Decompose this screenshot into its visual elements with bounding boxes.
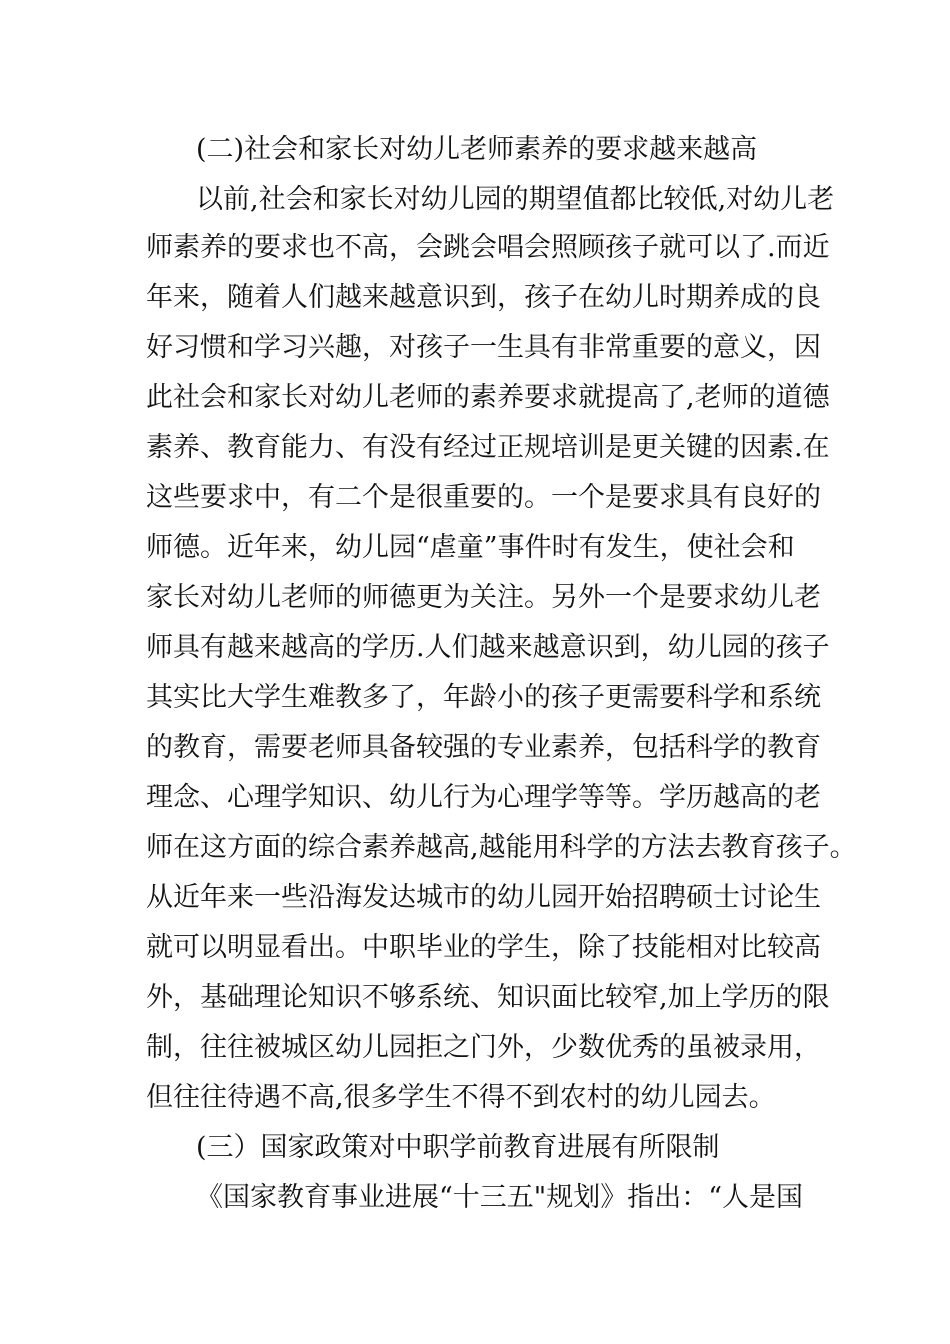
paragraph-1-line-15: 从近年来一些沿海发达城市的幼儿园开始招聘硕士讨论生: [146, 882, 821, 913]
paragraph-1-line-13: 理念、心理学知识、幼儿行为心理学等等。学历越高的老: [146, 782, 821, 813]
paragraph-1-line-10: 师具有越来越高的学历.人们越来越意识到，幼儿园的孩子: [146, 632, 830, 663]
paragraph-1-line-17: 外，基础理论知识不够系统、知识面比较窄,加上学历的限: [146, 982, 830, 1013]
paragraph-1-line-9: 家长对幼儿老师的师德更为关注。另外一个是要求幼儿老: [146, 582, 821, 613]
paragraph-1-line-16: 就可以明显看出。中职毕业的学生，除了技能相对比较高: [146, 932, 821, 963]
section-heading-3: (三）国家政策对中职学前教育进展有所限制: [196, 1132, 720, 1163]
paragraph-1-line-6: 素养、教育能力、有没有经过正规培训是更关键的因素.在: [146, 432, 830, 463]
paragraph-1-line-8: 师德。近年来，幼儿园“虐童”事件时有发生，使社会和: [146, 532, 795, 563]
paragraph-2-line-1: 《国家教育事业进展“十三五"规划》指出：“人是国: [196, 1182, 804, 1213]
paragraph-1-line-5: 此社会和家长对幼儿老师的素养要求就提高了,老师的道德: [146, 382, 830, 413]
paragraph-1-line-4: 好习惯和学习兴趣，对孩子一生具有非常重要的意义，因: [146, 332, 821, 363]
paragraph-1-line-3: 年来，随着人们越来越意识到，孩子在幼儿时期养成的良: [146, 282, 821, 313]
section-heading-2: (二)社会和家长对幼儿老师素养的要求越来越高: [196, 134, 758, 165]
paragraph-1-line-7: 这些要求中，有二个是很重要的。一个是要求具有良好的: [146, 482, 821, 513]
paragraph-1-line-2: 师素养的要求也不高，会跳会唱会照顾孩子就可以了.而近: [146, 232, 830, 263]
paragraph-1-line-18: 制，往往被城区幼儿园拒之门外，少数优秀的虽被录用，: [146, 1032, 821, 1063]
paragraph-1-line-14: 师在这方面的综合素养越高,越能用科学的方法去教育孩子。: [146, 832, 857, 863]
paragraph-1-line-12: 的教育，需要老师具备较强的专业素养，包括科学的教育: [146, 732, 821, 763]
paragraph-1-line-11: 其实比大学生难教多了，年龄小的孩子更需要科学和系统: [146, 682, 821, 713]
paragraph-1-line-19: 但往往待遇不高,很多学生不得不到农村的幼儿园去。: [146, 1082, 776, 1113]
paragraph-1-line-1: 以前,社会和家长对幼儿园的期望值都比较低,对幼儿老: [196, 184, 835, 215]
